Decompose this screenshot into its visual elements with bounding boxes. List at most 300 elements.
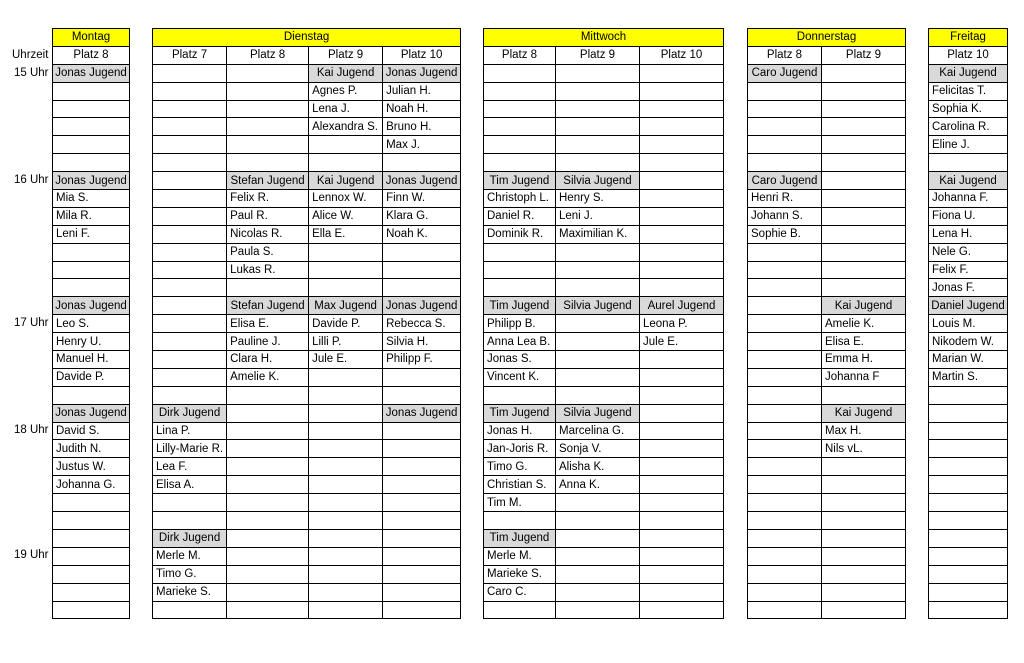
player-row xyxy=(53,458,130,476)
empty-cell xyxy=(822,565,906,583)
empty-cell xyxy=(929,547,1008,565)
empty-cell xyxy=(822,279,906,297)
player-cell: Anna K. xyxy=(556,476,640,494)
empty-cell xyxy=(822,190,906,208)
player-row xyxy=(153,547,461,565)
empty-cell xyxy=(227,82,309,100)
empty-cell xyxy=(640,601,724,619)
empty-cell xyxy=(309,547,383,565)
coach-row xyxy=(748,529,906,547)
player-row xyxy=(53,82,130,100)
player-row xyxy=(53,100,130,118)
coach-cell: Silvia Jugend xyxy=(556,172,640,190)
empty-cell xyxy=(640,386,724,404)
coach-row xyxy=(153,529,461,547)
empty-cell xyxy=(153,172,227,190)
player-row xyxy=(929,458,1008,476)
empty-cell xyxy=(383,261,461,279)
player-row xyxy=(929,82,1008,100)
player-row xyxy=(153,243,461,261)
player-row xyxy=(748,154,906,172)
coach-row xyxy=(748,172,906,190)
player-row xyxy=(53,315,130,333)
empty-cell xyxy=(640,583,724,601)
player-row xyxy=(153,512,461,530)
coach-cell: Silvia Jugend xyxy=(556,297,640,315)
empty-cell xyxy=(748,565,822,583)
player-row xyxy=(53,136,130,154)
empty-cell xyxy=(822,243,906,261)
player-cell: Jan-Joris R. xyxy=(484,440,556,458)
coach-cell: Kai Jugend xyxy=(309,172,383,190)
empty-cell xyxy=(556,136,640,154)
player-cell: Finn W. xyxy=(383,190,461,208)
empty-cell xyxy=(227,422,309,440)
player-cell: Jonas S. xyxy=(484,351,556,369)
uhrzeit-label: Uhrzeit xyxy=(12,49,49,61)
player-row xyxy=(748,100,906,118)
player-cell: Leni J. xyxy=(556,207,640,225)
empty-cell xyxy=(309,243,383,261)
empty-cell xyxy=(153,225,227,243)
empty-cell xyxy=(309,440,383,458)
player-row xyxy=(929,136,1008,154)
player-row xyxy=(484,279,724,297)
empty-cell xyxy=(227,118,309,136)
empty-cell xyxy=(153,243,227,261)
player-row xyxy=(929,386,1008,404)
player-row xyxy=(484,440,724,458)
empty-cell xyxy=(822,583,906,601)
empty-cell xyxy=(640,351,724,369)
empty-cell xyxy=(556,368,640,386)
empty-cell xyxy=(929,404,1008,422)
player-row xyxy=(53,386,130,404)
empty-cell xyxy=(640,64,724,82)
player-row xyxy=(929,243,1008,261)
empty-cell xyxy=(556,279,640,297)
empty-cell xyxy=(53,494,130,512)
coach-cell: Jonas Jugend xyxy=(383,297,461,315)
player-cell: Nicolas R. xyxy=(227,225,309,243)
coach-cell: Kai Jugend xyxy=(929,172,1008,190)
empty-cell xyxy=(822,601,906,619)
coach-cell: Kai Jugend xyxy=(929,64,1008,82)
court-header: Platz 8 xyxy=(53,46,130,64)
empty-cell xyxy=(748,351,822,369)
player-cell: Timo G. xyxy=(484,458,556,476)
player-row xyxy=(748,601,906,619)
player-row xyxy=(929,315,1008,333)
empty-cell xyxy=(640,118,724,136)
player-row xyxy=(748,333,906,351)
empty-cell xyxy=(53,386,130,404)
player-row xyxy=(929,547,1008,565)
day-block-freitag xyxy=(928,28,1008,619)
empty-cell xyxy=(309,279,383,297)
time-label-19: 19 Uhr xyxy=(14,549,49,561)
empty-cell xyxy=(640,243,724,261)
player-row xyxy=(748,118,906,136)
player-row xyxy=(748,440,906,458)
empty-cell xyxy=(227,154,309,172)
player-cell: David S. xyxy=(53,422,130,440)
empty-cell xyxy=(227,547,309,565)
player-row xyxy=(748,315,906,333)
empty-cell xyxy=(309,494,383,512)
court-header: Platz 7 xyxy=(153,46,227,64)
court-header: Platz 10 xyxy=(383,46,461,64)
player-cell: Bruno H. xyxy=(383,118,461,136)
empty-cell xyxy=(227,565,309,583)
empty-cell xyxy=(748,261,822,279)
player-row xyxy=(53,207,130,225)
empty-cell xyxy=(383,279,461,297)
empty-cell xyxy=(383,476,461,494)
empty-cell xyxy=(309,404,383,422)
player-row xyxy=(484,207,724,225)
day-block-donnerstag xyxy=(747,28,906,619)
coach-cell: Stefan Jugend xyxy=(227,172,309,190)
empty-cell xyxy=(748,440,822,458)
empty-cell xyxy=(556,512,640,530)
empty-cell xyxy=(929,529,1008,547)
player-cell: Nele G. xyxy=(929,243,1008,261)
empty-cell xyxy=(556,351,640,369)
empty-cell xyxy=(484,386,556,404)
player-row xyxy=(484,333,724,351)
player-row xyxy=(929,440,1008,458)
player-row xyxy=(748,583,906,601)
player-row xyxy=(484,368,724,386)
player-cell: Emma H. xyxy=(822,351,906,369)
player-row xyxy=(484,386,724,404)
player-cell: Tim M. xyxy=(484,494,556,512)
player-row xyxy=(153,565,461,583)
player-row xyxy=(748,565,906,583)
empty-cell xyxy=(556,386,640,404)
player-cell: Merle M. xyxy=(153,547,227,565)
player-row xyxy=(748,494,906,512)
player-row xyxy=(748,190,906,208)
player-row xyxy=(929,261,1008,279)
empty-cell xyxy=(383,458,461,476)
player-cell: Rebecca S. xyxy=(383,315,461,333)
player-cell: Johanna G. xyxy=(53,476,130,494)
empty-cell xyxy=(227,512,309,530)
player-cell: Elisa E. xyxy=(822,333,906,351)
empty-cell xyxy=(748,100,822,118)
empty-cell xyxy=(153,368,227,386)
schedule-table-mittwoch xyxy=(483,28,724,619)
player-row xyxy=(53,601,130,619)
coach-cell: Tim Jugend xyxy=(484,172,556,190)
coach-cell: Max Jugend xyxy=(309,297,383,315)
empty-cell xyxy=(822,118,906,136)
player-cell: Lena J. xyxy=(309,100,383,118)
player-row xyxy=(53,440,130,458)
player-row xyxy=(153,476,461,494)
coach-cell: Caro Jugend xyxy=(748,172,822,190)
empty-cell xyxy=(748,458,822,476)
empty-cell xyxy=(383,422,461,440)
player-row xyxy=(484,601,724,619)
player-row xyxy=(153,190,461,208)
player-cell: Jule E. xyxy=(309,351,383,369)
player-row xyxy=(748,261,906,279)
player-cell: Jonas H. xyxy=(484,422,556,440)
empty-cell xyxy=(822,100,906,118)
player-cell: Agnes P. xyxy=(309,82,383,100)
empty-cell xyxy=(748,154,822,172)
empty-cell xyxy=(640,368,724,386)
player-row xyxy=(153,136,461,154)
player-row xyxy=(929,494,1008,512)
coach-cell: Aurel Jugend xyxy=(640,297,724,315)
empty-cell xyxy=(153,279,227,297)
coach-cell: Daniel Jugend xyxy=(929,297,1008,315)
player-cell: Christian S. xyxy=(484,476,556,494)
empty-cell xyxy=(748,297,822,315)
coach-cell: Kai Jugend xyxy=(822,297,906,315)
player-cell: Lea F. xyxy=(153,458,227,476)
empty-cell xyxy=(153,601,227,619)
empty-cell xyxy=(227,583,309,601)
empty-cell xyxy=(309,458,383,476)
empty-cell xyxy=(822,458,906,476)
coach-row xyxy=(153,64,461,82)
player-row xyxy=(484,225,724,243)
empty-cell xyxy=(556,261,640,279)
player-row xyxy=(53,118,130,136)
empty-cell xyxy=(748,422,822,440)
empty-cell xyxy=(640,494,724,512)
player-cell: Manuel H. xyxy=(53,351,130,369)
coach-row xyxy=(929,172,1008,190)
player-row xyxy=(484,243,724,261)
coach-row xyxy=(748,64,906,82)
empty-cell xyxy=(929,583,1008,601)
court-header: Platz 9 xyxy=(822,46,906,64)
coach-row xyxy=(929,297,1008,315)
player-row xyxy=(484,422,724,440)
empty-cell xyxy=(640,458,724,476)
player-cell: Davide P. xyxy=(309,315,383,333)
empty-cell xyxy=(484,100,556,118)
player-row xyxy=(53,368,130,386)
player-cell: Lennox W. xyxy=(309,190,383,208)
empty-cell xyxy=(383,565,461,583)
player-row xyxy=(153,333,461,351)
empty-cell xyxy=(227,440,309,458)
empty-cell xyxy=(822,529,906,547)
empty-cell xyxy=(748,601,822,619)
player-row xyxy=(484,547,724,565)
empty-cell xyxy=(929,422,1008,440)
player-cell: Henri R. xyxy=(748,190,822,208)
empty-cell xyxy=(640,512,724,530)
empty-cell xyxy=(383,494,461,512)
empty-cell xyxy=(640,82,724,100)
empty-cell xyxy=(929,494,1008,512)
player-row xyxy=(748,279,906,297)
coach-cell: Dirk Jugend xyxy=(153,529,227,547)
empty-cell xyxy=(153,207,227,225)
coach-cell: Silvia Jugend xyxy=(556,404,640,422)
coach-row xyxy=(153,297,461,315)
empty-cell xyxy=(822,512,906,530)
empty-cell xyxy=(309,386,383,404)
player-cell: Marieke S. xyxy=(153,583,227,601)
player-cell: Sonja V. xyxy=(556,440,640,458)
schedule-table-montag xyxy=(52,28,130,619)
player-row xyxy=(484,583,724,601)
court-header: Platz 8 xyxy=(748,46,822,64)
player-row xyxy=(153,100,461,118)
player-cell: Davide P. xyxy=(53,368,130,386)
player-cell: Martin S. xyxy=(929,368,1008,386)
player-row xyxy=(53,154,130,172)
player-row xyxy=(153,583,461,601)
empty-cell xyxy=(822,64,906,82)
player-row xyxy=(484,512,724,530)
player-row xyxy=(484,261,724,279)
empty-cell xyxy=(383,547,461,565)
empty-cell xyxy=(309,601,383,619)
empty-cell xyxy=(153,118,227,136)
player-row xyxy=(929,225,1008,243)
player-row xyxy=(53,494,130,512)
coach-row xyxy=(929,529,1008,547)
empty-cell xyxy=(309,261,383,279)
player-cell: Philipp F. xyxy=(383,351,461,369)
empty-cell xyxy=(748,386,822,404)
empty-cell xyxy=(153,297,227,315)
player-row xyxy=(929,583,1008,601)
coach-cell: Caro Jugend xyxy=(748,64,822,82)
empty-cell xyxy=(748,82,822,100)
player-row xyxy=(53,190,130,208)
player-cell: Merle M. xyxy=(484,547,556,565)
empty-cell xyxy=(53,261,130,279)
player-cell: Clara H. xyxy=(227,351,309,369)
player-cell: Henry U. xyxy=(53,333,130,351)
empty-cell xyxy=(484,601,556,619)
empty-cell xyxy=(929,565,1008,583)
empty-cell xyxy=(640,422,724,440)
player-row xyxy=(53,279,130,297)
coach-row xyxy=(153,172,461,190)
empty-cell xyxy=(153,494,227,512)
player-row xyxy=(53,422,130,440)
empty-cell xyxy=(484,64,556,82)
day-header: Mittwoch xyxy=(484,29,724,47)
empty-cell xyxy=(748,476,822,494)
coach-cell: Jonas Jugend xyxy=(53,64,130,82)
player-cell: Lilly-Marie R. xyxy=(153,440,227,458)
coach-row xyxy=(53,404,130,422)
coach-cell: Kai Jugend xyxy=(822,404,906,422)
empty-cell xyxy=(556,100,640,118)
empty-cell xyxy=(640,476,724,494)
player-row xyxy=(929,154,1008,172)
coach-cell: Jonas Jugend xyxy=(53,404,130,422)
player-row xyxy=(484,154,724,172)
player-cell: Nikodem W. xyxy=(929,333,1008,351)
empty-cell xyxy=(929,458,1008,476)
empty-cell xyxy=(53,279,130,297)
empty-cell xyxy=(53,118,130,136)
player-row xyxy=(153,154,461,172)
coach-cell: Tim Jugend xyxy=(484,529,556,547)
player-cell: Paul R. xyxy=(227,207,309,225)
empty-cell xyxy=(53,154,130,172)
player-cell: Felicitas T. xyxy=(929,82,1008,100)
player-cell: Carolina R. xyxy=(929,118,1008,136)
empty-cell xyxy=(484,154,556,172)
coach-cell: Jonas Jugend xyxy=(53,297,130,315)
empty-cell xyxy=(309,154,383,172)
empty-cell xyxy=(227,386,309,404)
player-cell: Leo S. xyxy=(53,315,130,333)
empty-cell xyxy=(640,136,724,154)
player-row xyxy=(748,512,906,530)
empty-cell xyxy=(640,440,724,458)
empty-cell xyxy=(153,100,227,118)
player-cell: Johanna F. xyxy=(929,190,1008,208)
player-row xyxy=(53,225,130,243)
empty-cell xyxy=(748,512,822,530)
player-row xyxy=(748,136,906,154)
court-header: Platz 8 xyxy=(484,46,556,64)
player-row xyxy=(484,494,724,512)
player-cell: Amelie K. xyxy=(822,315,906,333)
empty-cell xyxy=(227,458,309,476)
player-row xyxy=(929,351,1008,369)
player-cell: Sophie B. xyxy=(748,225,822,243)
coach-row xyxy=(484,172,724,190)
empty-cell xyxy=(227,601,309,619)
empty-cell xyxy=(153,386,227,404)
empty-cell xyxy=(53,547,130,565)
player-row xyxy=(748,225,906,243)
player-cell: Max H. xyxy=(822,422,906,440)
player-cell: Eline J. xyxy=(929,136,1008,154)
empty-cell xyxy=(640,154,724,172)
player-row xyxy=(929,422,1008,440)
player-cell: Johanna F xyxy=(822,368,906,386)
time-label-15: 15 Uhr xyxy=(14,67,49,79)
day-header: Dienstag xyxy=(153,29,461,47)
empty-cell xyxy=(556,494,640,512)
empty-cell xyxy=(309,368,383,386)
player-row xyxy=(153,386,461,404)
coach-row xyxy=(929,64,1008,82)
empty-cell xyxy=(309,422,383,440)
empty-cell xyxy=(640,225,724,243)
coach-row xyxy=(484,297,724,315)
player-cell: Nils vL. xyxy=(822,440,906,458)
player-cell: Marcelina G. xyxy=(556,422,640,440)
empty-cell xyxy=(383,154,461,172)
empty-cell xyxy=(748,583,822,601)
empty-cell xyxy=(153,64,227,82)
player-cell: Noah K. xyxy=(383,225,461,243)
empty-cell xyxy=(153,333,227,351)
empty-cell xyxy=(556,529,640,547)
empty-cell xyxy=(556,154,640,172)
empty-cell xyxy=(556,601,640,619)
